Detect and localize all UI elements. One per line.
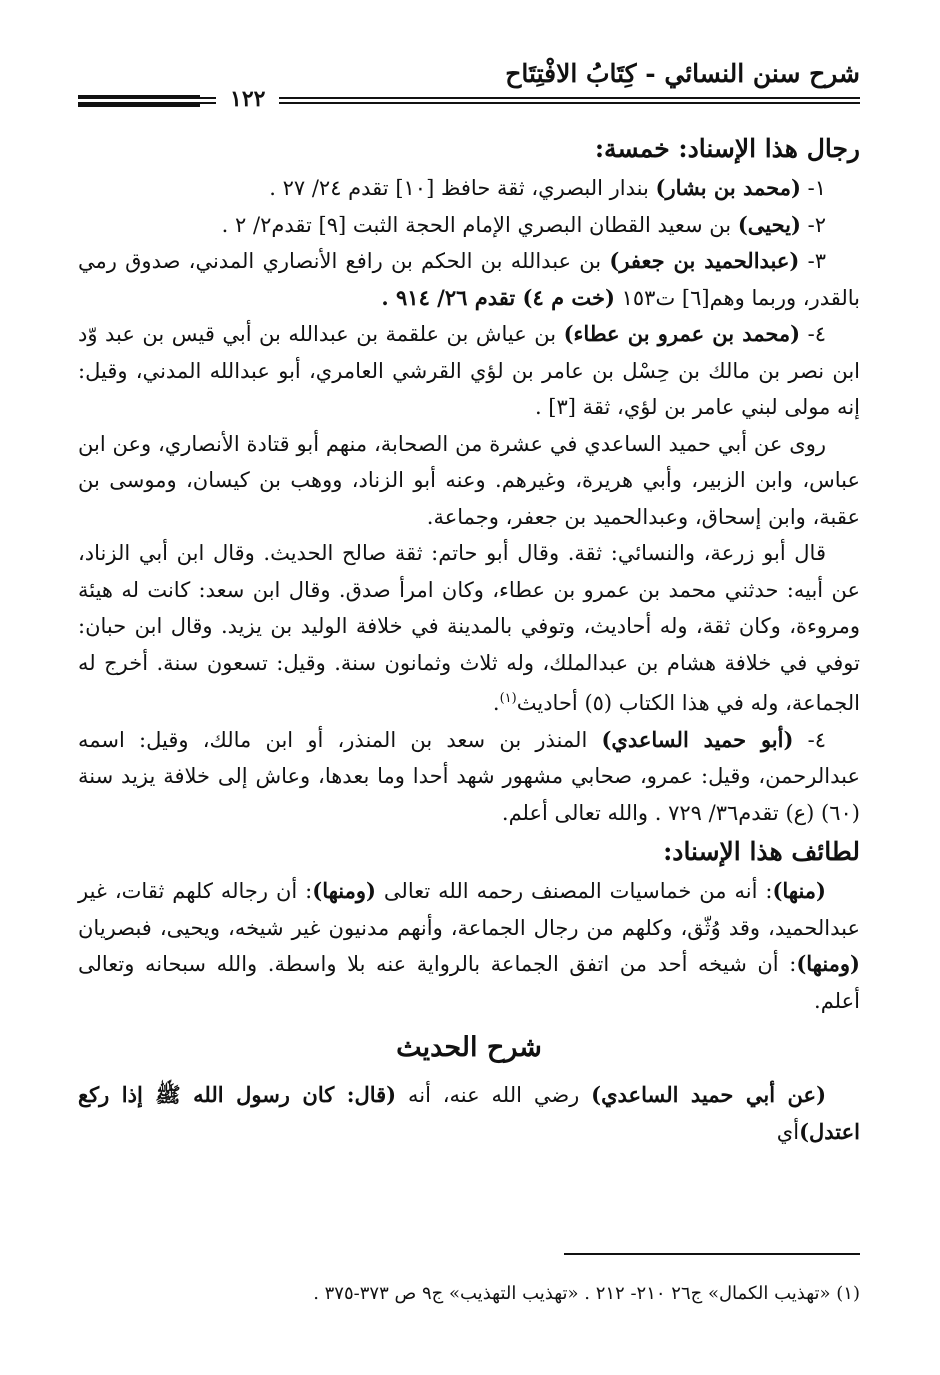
lataif-paragraph: [78, 873, 860, 1019]
lataif-text: : أن رجاله كلهم ثقات، غير عبدالحميد، وقد وُثّق، وكلهم من رجال الجماعة، وأنهم مدنيون غير شيخه، ويحيى، فبصريان: [78, 879, 860, 940]
running-title: شرح سنن النسائي - كِتَابُ الافْتِتَاح: [505, 59, 860, 88]
narrator-text: بندار البصري، ثقة حافظ [١٠] تقدم ٢٤/ ٢٧ .: [269, 176, 656, 200]
sharh-text: رضي الله عنه، أنه: [396, 1083, 592, 1107]
narrator-ref: (خت م ٤) تقدم ٢٦/ ٩١٤ .: [381, 284, 615, 310]
entry-number: ٢-: [800, 212, 826, 237]
riwaya-paragraph: روى عن أبي حميد الساعدي في عشرة من الصحابة، منهم أبو قتادة الأنصاري، وعن ابن عباس، وابن الزبير، وأبي هريرة، وغيرهم. وعنه أبو الزناد، ووهب بن كيسان، وموسى بن عقبة، وابن إسحاق، وعبدالحميد بن جعفر، وجماعة.: [78, 431, 860, 529]
page-number-rule: [78, 95, 200, 98]
page-header: [78, 58, 860, 128]
narrator-name: (أبو حميد الساعدي): [601, 726, 794, 752]
lataif-heading: لطائف هذا الإسناد:: [663, 837, 860, 866]
narrator-entry-1: [78, 170, 860, 207]
narrator-name: (محمد بن عمرو بن عطاء): [563, 321, 801, 346]
narrator-text: بن سعيد القطان البصري الإمام الحجة الثبت [٩] تقدم٢/ ٢ .: [221, 212, 738, 237]
minha-label: (ومنها): [796, 951, 860, 976]
page-number: ١٢٢: [216, 84, 279, 114]
lataif-text: : أنه من خماسيات المصنف رحمه الله تعالى: [375, 879, 773, 903]
narrator-text: المنذر بن سعد بن المنذر، أو ابن مالك، وقيل: اسمه عبدالرحمن، وقيل: عمرو، صحابي مشهور شهد أحدا وما بعدها، وعاش إلى خلافة يزيد سنة (٦٠) (ع) تقدم٣٦/ ٧٢٩ . والله تعالى أعلم.: [78, 727, 860, 825]
narrator-name: (يحيى): [737, 211, 801, 237]
narrator-text: بن عياش بن علقمة بن عبدالله بن أبي قيس بن عبد وّد ابن نصر بن مالك بن حِسْل بن عامر بن لؤي القرشي العامري، أبو عبدالله المدني، وقيل: إنه مولى لبني عامر بن لؤي، ثقة [٣] .: [78, 322, 860, 419]
sharh-quote: (عن أبي حميد الساعدي): [591, 1082, 827, 1107]
main-text: [78, 128, 860, 1150]
narrator-entry-5: [78, 722, 860, 832]
narrator-name: (عبدالحميد بن جعفر): [609, 248, 800, 273]
footnote-marker[interactable]: (١): [499, 691, 517, 706]
entry-number: ١-: [800, 176, 826, 200]
entry-number: ٤-: [800, 322, 826, 346]
sharh-title: شرح الحديث: [396, 1032, 542, 1063]
narrator-text: بن عبدالله بن الحكم بن رافع الأنصاري المدني، صدوق رمي بالقدر، وربما وهم[٦] ت١٥٣: [78, 249, 860, 310]
minha-label: (منها): [772, 878, 826, 903]
page-number-rule-second: [78, 104, 200, 107]
aqwal-text: قال أبو زرعة، والنسائي: ثقة. وقال أبو حاتم: ثقة صالح الحديث. وقال ابن أبي الزناد، عن أبيه: حدثني محمد بن عمرو بن عطاء، وكان امرأ صدق. وقال ابن سعد: كانت له هيئة ومروءة، وكان ثقة، وله أحاديث، وتوفي بالمدينة في خلافة الوليد بن يزيد. وقال ابن حبان: توفي في خلافة هشام بن عبدالملك، وله ثلاث وثمانون سنة. وقيل: تسعون سنة. أخرج له الجماعة، وله في هذا الكتاب (٥) أحاديث: [78, 541, 860, 715]
aqwal-paragraph: [78, 535, 860, 722]
entry-number: ٤-: [793, 727, 826, 752]
sharh-quote: (قال: كان رسول الله ﷺ إذا ركع اعتدل): [78, 1082, 860, 1144]
narrator-entry-4: [78, 316, 860, 426]
narrator-entry-2: [78, 207, 860, 244]
footnote: (١) «تهذيب الكمال» ج٢٦ ٢١٠- ٢١٢ . «تهذيب التهذيب» ج٩ ص ٣٧٣-٣٧٥ .: [313, 1283, 860, 1304]
narrator-name: (محمد بن بشار): [655, 175, 801, 200]
minha-label: (ومنها): [312, 878, 376, 903]
narrator-entry-3: [78, 243, 860, 316]
sharh-paragraph: [78, 1077, 860, 1150]
aqwal-end: .: [492, 691, 500, 715]
book-page: [78, 58, 860, 1304]
footnote-rule: [564, 1253, 860, 1255]
lataif-text: : أن شيخه أحد من اتفق الجماعة بالرواية عنه بلا واسطة. والله سبحانه وتعالى أعلم.: [78, 952, 860, 1013]
entry-number: ٣-: [799, 249, 826, 273]
sharh-text: أي: [776, 1119, 800, 1144]
narrators-heading: رجال هذا الإسناد: خمسة:: [594, 134, 860, 163]
